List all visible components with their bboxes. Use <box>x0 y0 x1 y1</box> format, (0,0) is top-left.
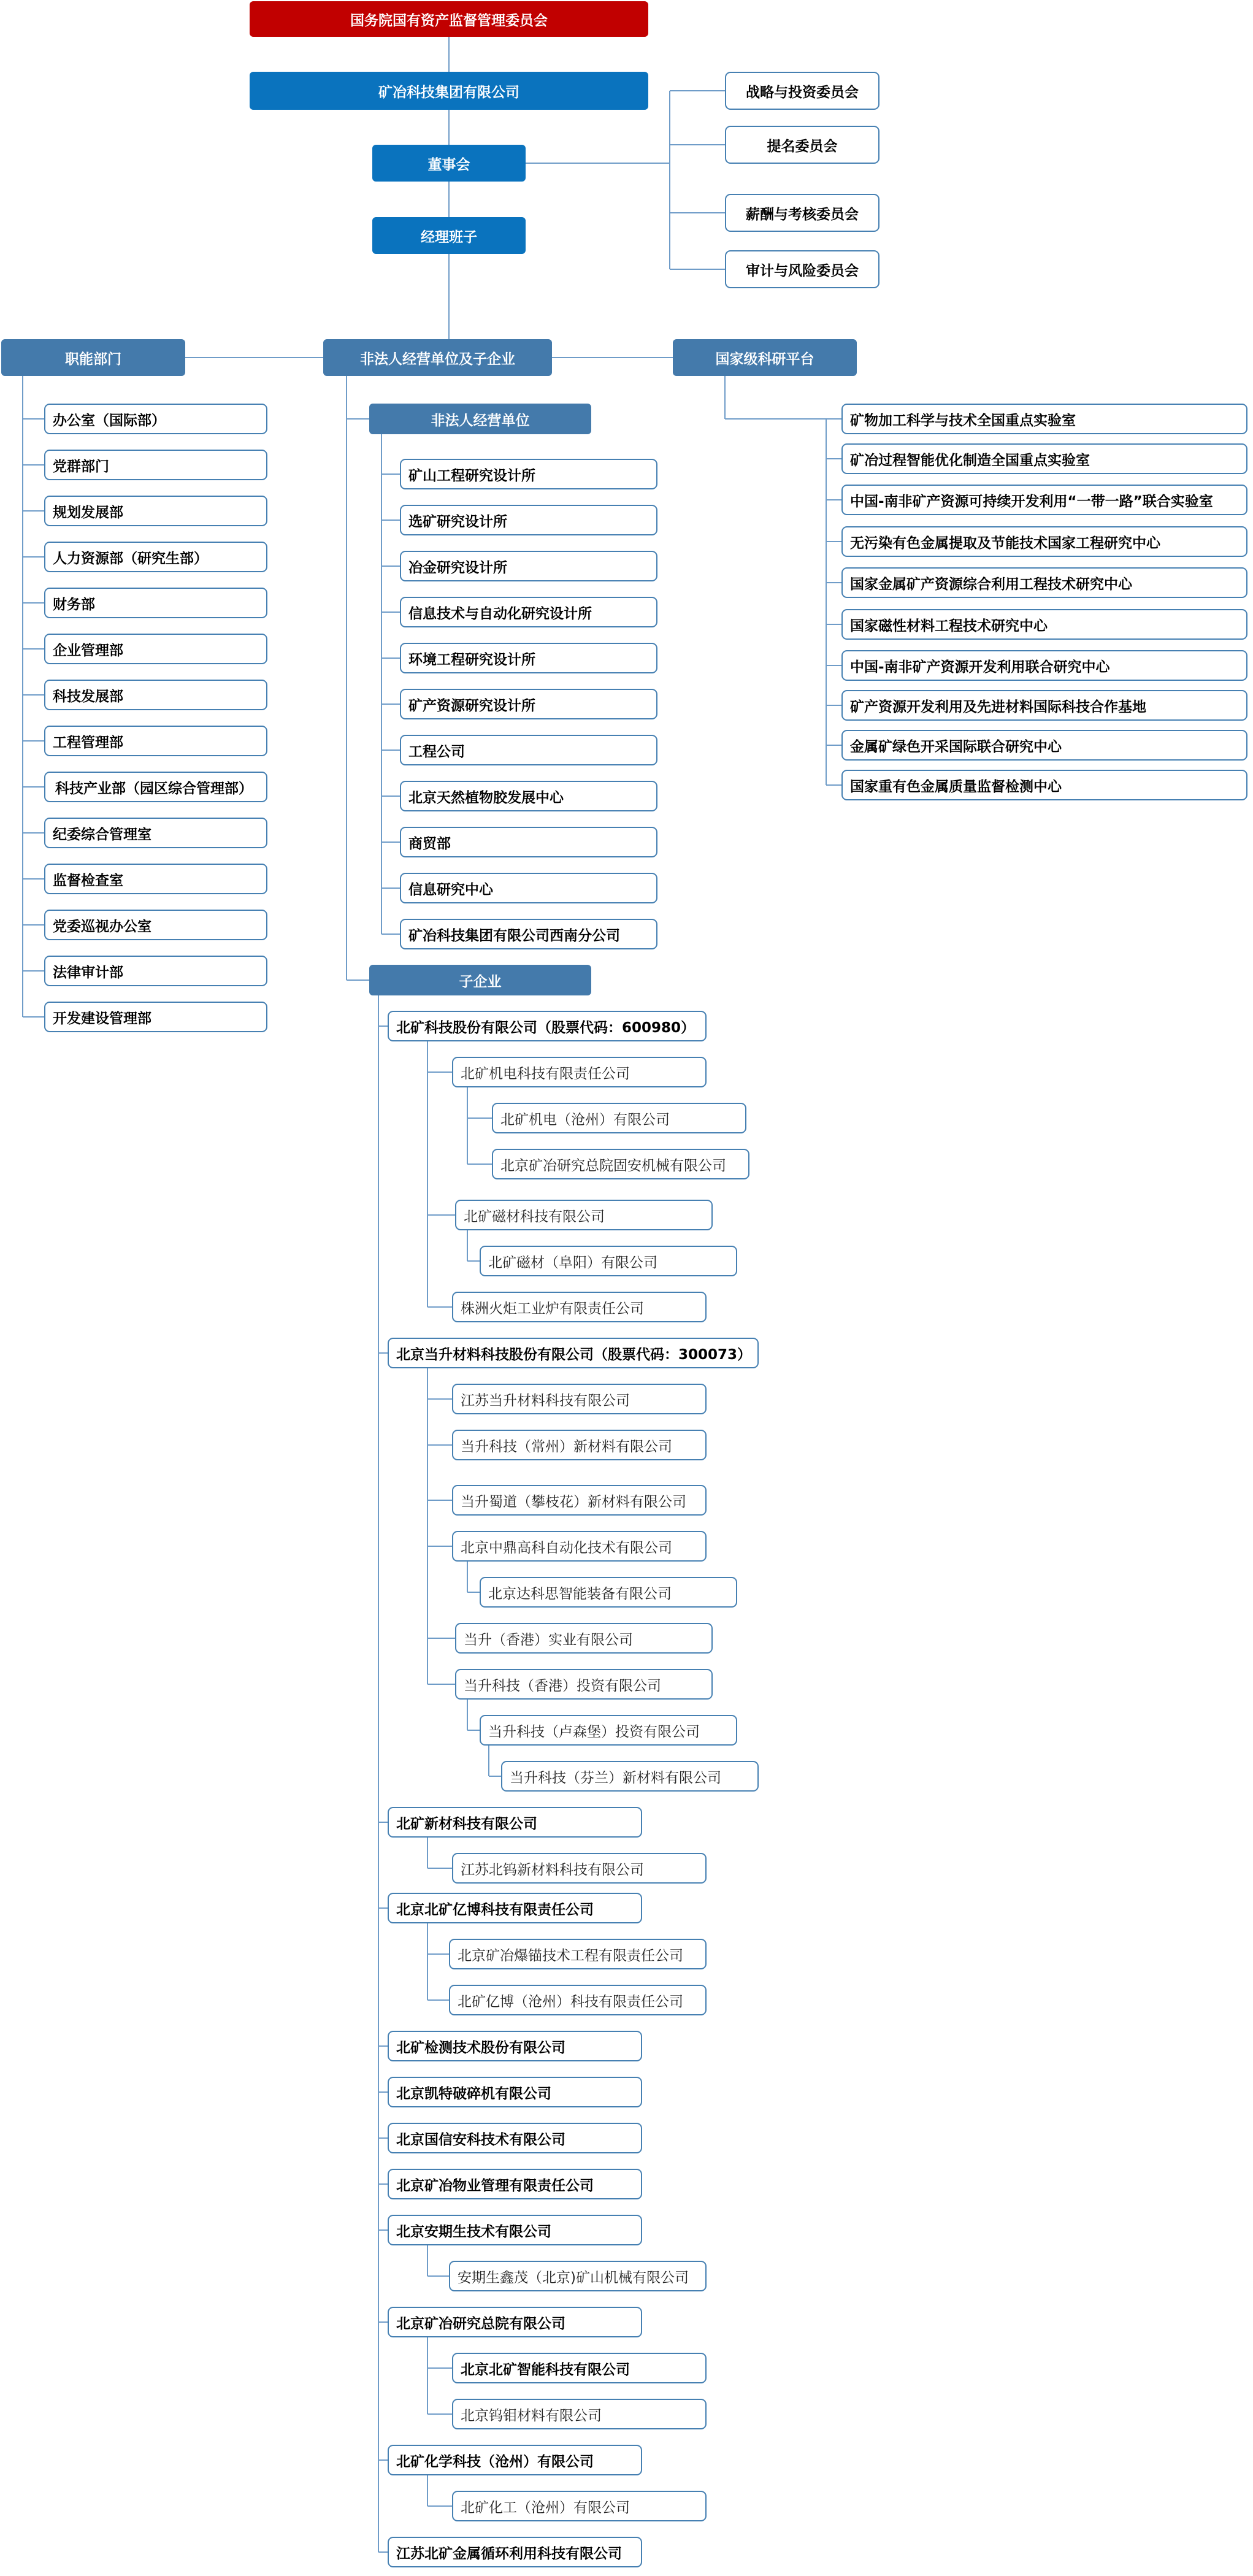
subsidiaries-header: 子企业 <box>369 965 591 995</box>
committee-strategy-investment: 战略与投资委员会 <box>725 72 879 110</box>
dept-planning: 规划发展部 <box>44 496 267 526</box>
nonlegal-unit: 工程公司 <box>400 735 657 765</box>
subsidiary-l2: 安期生鑫茂（北京)矿山机械有限公司 <box>449 2261 707 2291</box>
dept-legal-audit: 法律审计部 <box>44 956 267 986</box>
dept-finance: 财务部 <box>44 588 267 618</box>
dept-science-technology: 科技发展部 <box>44 680 267 710</box>
subsidiary: 北京矿冶研究总院有限公司 <box>388 2307 642 2337</box>
nonlegal-unit: 信息研究中心 <box>400 873 657 903</box>
national-platform-header: 国家级科研平台 <box>673 339 857 376</box>
platform-item: 国家金属矿产资源综合利用工程技术研究中心 <box>841 567 1247 598</box>
sasac-box: 国务院国有资产监督管理委员会 <box>250 1 648 37</box>
nonlegal-unit: 选矿研究设计所 <box>400 505 657 535</box>
dept-enterprise-management: 企业管理部 <box>44 634 267 664</box>
subsidiary-l3: 北矿磁材（阜阳）有限公司 <box>480 1246 737 1276</box>
subsidiary: 北京凯特破碎机有限公司 <box>388 2077 642 2107</box>
functional-departments-header: 职能部门 <box>1 339 185 376</box>
subsidiary-l2: 北矿化工（沧州）有限公司 <box>452 2491 707 2521</box>
dept-tech-industry: 科技产业部（园区综合管理部） <box>44 772 267 802</box>
subsidiary: 北京矿冶物业管理有限责任公司 <box>388 2169 642 2199</box>
subsidiary-l2: 当升（香港）实业有限公司 <box>455 1623 713 1654</box>
subsidiary: 江苏北矿金属循环利用科技有限公司 <box>388 2537 642 2567</box>
subsidiary: 北京国信安科技术有限公司 <box>388 2123 642 2153</box>
dept-hr-graduate: 人力资源部（研究生部） <box>44 542 267 572</box>
nonlegal-units-header: 非法人经营单位 <box>369 404 591 434</box>
group-company-box: 矿冶科技集团有限公司 <box>250 72 648 110</box>
platform-item: 中国-南非矿产资源可持续开发利用“一带一路”联合实验室 <box>841 485 1247 515</box>
committee-nomination: 提名委员会 <box>725 126 879 164</box>
subsidiary: 北京安期生技术有限公司 <box>388 2215 642 2245</box>
platform-item: 国家磁性材料工程技术研究中心 <box>841 609 1247 640</box>
nonlegal-unit: 冶金研究设计所 <box>400 551 657 581</box>
nonlegal-and-subsidiaries-header: 非法人经营单位及子企业 <box>323 339 552 376</box>
subsidiary-l2: 北矿机电科技有限责任公司 <box>452 1057 707 1087</box>
subsidiary-l3: 当升科技（卢森堡）投资有限公司 <box>480 1715 737 1746</box>
committee-audit-risk: 审计与风险委员会 <box>725 250 879 288</box>
subsidiary-l2: 当升科技（常州）新材料有限公司 <box>452 1430 707 1460</box>
subsidiary-l2: 北京中鼎高科自动化技术有限公司 <box>452 1531 707 1562</box>
subsidiary: 北矿检测技术股份有限公司 <box>388 2031 642 2061</box>
committee-remuneration: 薪酬与考核委员会 <box>725 194 879 232</box>
subsidiary-l2: 当升科技（香港）投资有限公司 <box>455 1669 713 1700</box>
nonlegal-unit: 矿产资源研究设计所 <box>400 689 657 719</box>
subsidiary-l2: 北京矿冶爆锚技术工程有限责任公司 <box>449 1939 707 1969</box>
subsidiary-l2: 株洲火炬工业炉有限责任公司 <box>452 1292 707 1322</box>
subsidiary: 北京当升材料科技股份有限公司（股票代码：300073） <box>388 1338 759 1368</box>
subsidiary: 北京北矿亿博科技有限责任公司 <box>388 1893 642 1923</box>
nonlegal-unit: 北京天然植物胶发展中心 <box>400 781 657 811</box>
platform-item: 中国-南非矿产资源开发利用联合研究中心 <box>841 650 1247 681</box>
nonlegal-unit: 矿冶科技集团有限公司西南分公司 <box>400 919 657 949</box>
subsidiary-l2: 北京北矿智能科技有限公司 <box>452 2353 707 2383</box>
platform-item: 金属矿绿色开采国际联合研究中心 <box>841 730 1247 761</box>
subsidiary-l3: 北京矿冶研究总院固安机械有限公司 <box>492 1149 749 1179</box>
nonlegal-unit: 矿山工程研究设计所 <box>400 459 657 489</box>
nonlegal-unit: 信息技术与自动化研究设计所 <box>400 597 657 627</box>
nonlegal-unit: 商贸部 <box>400 827 657 857</box>
subsidiary: 北矿化学科技（沧州）有限公司 <box>388 2445 642 2475</box>
dept-party-mass: 党群部门 <box>44 450 267 480</box>
dept-inspection-office: 党委巡视办公室 <box>44 910 267 940</box>
platform-item: 矿物加工科学与技术全国重点实验室 <box>841 404 1247 434</box>
platform-item: 矿冶过程智能优化制造全国重点实验室 <box>841 443 1247 474</box>
board-box: 董事会 <box>372 145 526 182</box>
dept-discipline-office: 纪委综合管理室 <box>44 818 267 848</box>
dept-supervision: 监督检查室 <box>44 864 267 894</box>
subsidiary-l2: 北矿亿博（沧州）科技有限责任公司 <box>449 1985 707 2015</box>
nonlegal-unit: 环境工程研究设计所 <box>400 643 657 673</box>
dept-engineering-management: 工程管理部 <box>44 726 267 756</box>
subsidiary-l2: 江苏北钨新材料科技有限公司 <box>452 1853 707 1884</box>
subsidiary-l3: 北矿机电（沧州）有限公司 <box>492 1103 746 1133</box>
subsidiary-l4: 当升科技（芬兰）新材料有限公司 <box>501 1761 759 1792</box>
platform-item: 无污染有色金属提取及节能技术国家工程研究中心 <box>841 526 1247 557</box>
subsidiary: 北矿科技股份有限公司（股票代码：600980） <box>388 1011 707 1041</box>
platform-item: 国家重有色金属质量监督检测中心 <box>841 770 1247 800</box>
subsidiary-l2: 北矿磁材科技有限公司 <box>455 1200 713 1230</box>
dept-development-construction: 开发建设管理部 <box>44 1002 267 1032</box>
management-box: 经理班子 <box>372 217 526 254</box>
dept-office-international: 办公室（国际部） <box>44 404 267 434</box>
subsidiary-l2: 江苏当升材料科技有限公司 <box>452 1384 707 1414</box>
subsidiary: 北矿新材科技有限公司 <box>388 1807 642 1838</box>
subsidiary-l2: 北京钨钼材料有限公司 <box>452 2399 707 2429</box>
subsidiary-l3: 北京达科思智能装备有限公司 <box>480 1577 737 1608</box>
platform-item: 矿产资源开发利用及先进材料国际科技合作基地 <box>841 690 1247 721</box>
subsidiary-l2: 当升蜀道（攀枝花）新材料有限公司 <box>452 1485 707 1516</box>
